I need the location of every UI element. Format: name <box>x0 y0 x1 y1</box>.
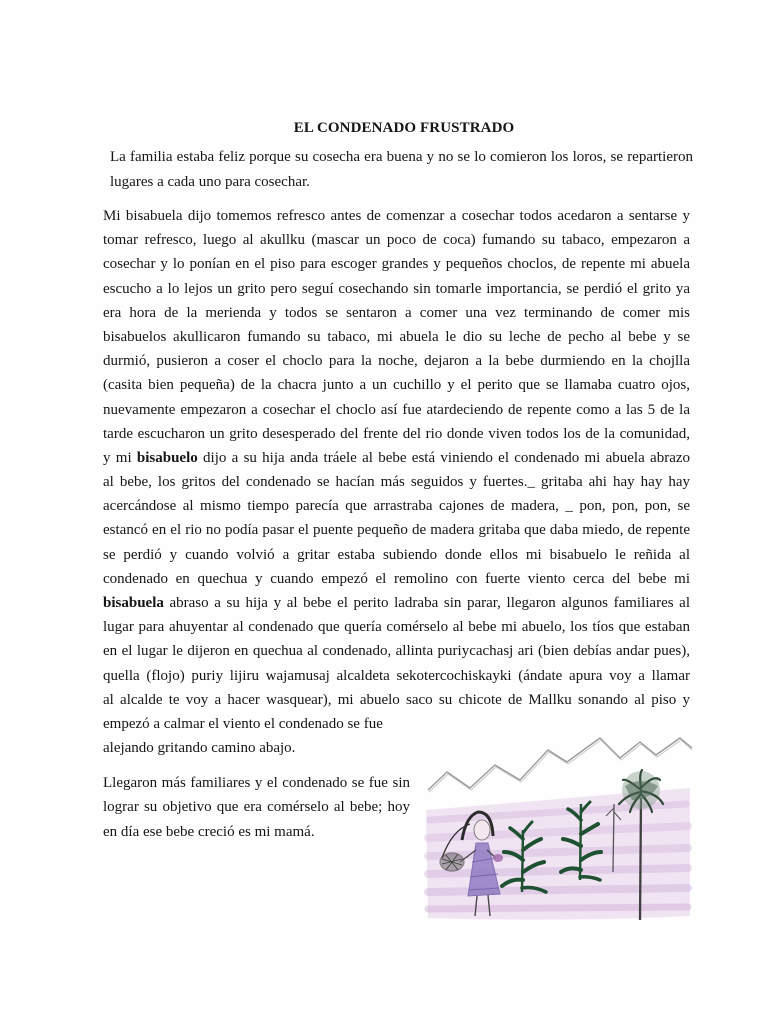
paragraph-3-line-1: Llegaron más familiares y el condenado se fue sin <box>103 775 410 791</box>
paragraph-2-line-15: se perdió y cuando volvió a gritar estaba subiendo donde ellos mi bisabuelo le reñida al <box>103 546 690 563</box>
paragraph-1 <box>110 145 693 194</box>
paragraph-2-line-22: empezó a calmar el viento el condenado se fue <box>103 715 383 732</box>
paragraph-2-line-5: era hora de la merienda y todos se sentaron a comer una vez terminando de comer mis <box>103 304 690 321</box>
bold-word-bisabuela: bisabuela <box>103 595 164 611</box>
paragraph-2-line-7: durmió, pusieron a coser el choclo para la noche, dejaron a la bebe durmiendo en la chojlla <box>103 353 690 370</box>
paragraph-2-line-8: (casita bien pequeña) de la chacra junto a un cuchillo y el perito que se llamaba cuatro ojos, <box>103 377 690 394</box>
paragraph-2-line-12: al bebe, los gritos del condenado se hacían más seguidos y fuertes._ gritaba ahi hay hay hay <box>103 474 690 491</box>
paragraph-2-line-23: alejando gritando camino abajo. <box>103 740 296 757</box>
paragraph-2-line-18: lugar para ahuyentar al condenado que quería comérselo al bebe mi abuelo, los tíos que estaban <box>103 619 690 636</box>
paragraph-2-line-10: tarde escucharon un grito desesperado del frente del rio donde viven todos los de la comunidad, <box>103 425 690 442</box>
story-illustration <box>420 712 695 927</box>
paragraph-2-line-16: condenado en quechua y cuando empezó el remolino con fuerte viento cerca del bebe mi <box>103 570 690 587</box>
paragraph-2-line-21: al alcalde te voy a hacer wasquear), mi abuelo saco su chicote de Mallku sonando al piso y <box>103 691 690 708</box>
line-17-text-after: abraso a su hija y al bebe el perito ladraba sin parar, llegaron algunos familiares al <box>169 595 691 611</box>
paragraph-3 <box>103 771 410 844</box>
paragraph-2-line-11 <box>103 446 690 470</box>
paragraph-2-line-14: estancó en el rio no podía pasar el puente pequeño de madera gritaba que daba miedo, de repente <box>103 522 690 539</box>
story-title: EL CONDENADO FRUSTRADO <box>293 120 515 136</box>
bold-word-bisabuelo: bisabuelo <box>136 449 198 466</box>
line-11-text-after: dijo a su hija anda tráele al bebe está viniendo el condenado mi abuela abrazo <box>203 449 691 466</box>
paragraph-2-line-1: Mi bisabuela dijo tomemos refresco antes de comenzar a cosechar todos acedaron a sentarse y <box>103 208 690 224</box>
paragraph-3-line-2: lograr su objetivo que era comérselo al bebe; hoy <box>103 799 410 816</box>
paragraph-2-line-17 <box>103 591 690 615</box>
paragraph-2-line-9: nuevamente empezaron a cosechar el choclo así fue atardeciendo de repente como a las 5 de la <box>103 401 690 418</box>
paragraph-2-line-20: quella (flojo) puriy lijiru wajamusaj alcaldeta sekotercochiskayki (ándate apura voy a llamar <box>103 667 690 684</box>
paragraph-1-line-1: La familia estaba feliz porque su cosecha era buena y no se lo comieron los loros, se repartieron <box>110 149 693 165</box>
paragraph-2-line-3: cosechar y lo ponían en el piso para escoger grandes y pequeños choclos, de repente mi abuela <box>103 256 690 273</box>
paragraph-2-line-19: en el lugar le dijeron en quechua al condenado, allinta puriycachasj ari (bien debías andar pues), <box>103 643 690 660</box>
paragraph-2-line-2: tomar refresco, luego al akullku (mascar un poco de coca) fumando su tabaco, empezaron a <box>103 232 690 249</box>
paragraph-1-line-2: lugares a cada uno para cosechar. <box>110 173 310 190</box>
paragraph-2-line-6: bisabuelos akullicaron fumando su tabaco, mi abuela le dio su leche de pecho al bebe y se <box>103 328 690 345</box>
paragraph-2-line-13: acercándose al mismo tiempo parecía que arrastraba cajones de madera, _ pon, pon, pon, se <box>103 498 690 515</box>
paragraph-2 <box>103 204 690 760</box>
paragraph-2-line-4: escucho a lo lejos un grito pero seguí cosechando sin tomarle importancia, se perdió el grito ya <box>103 280 690 297</box>
line-11-text-before: y mi <box>103 449 132 466</box>
paragraph-3-line-3: en día ese bebe creció es mi mamá. <box>103 823 315 840</box>
